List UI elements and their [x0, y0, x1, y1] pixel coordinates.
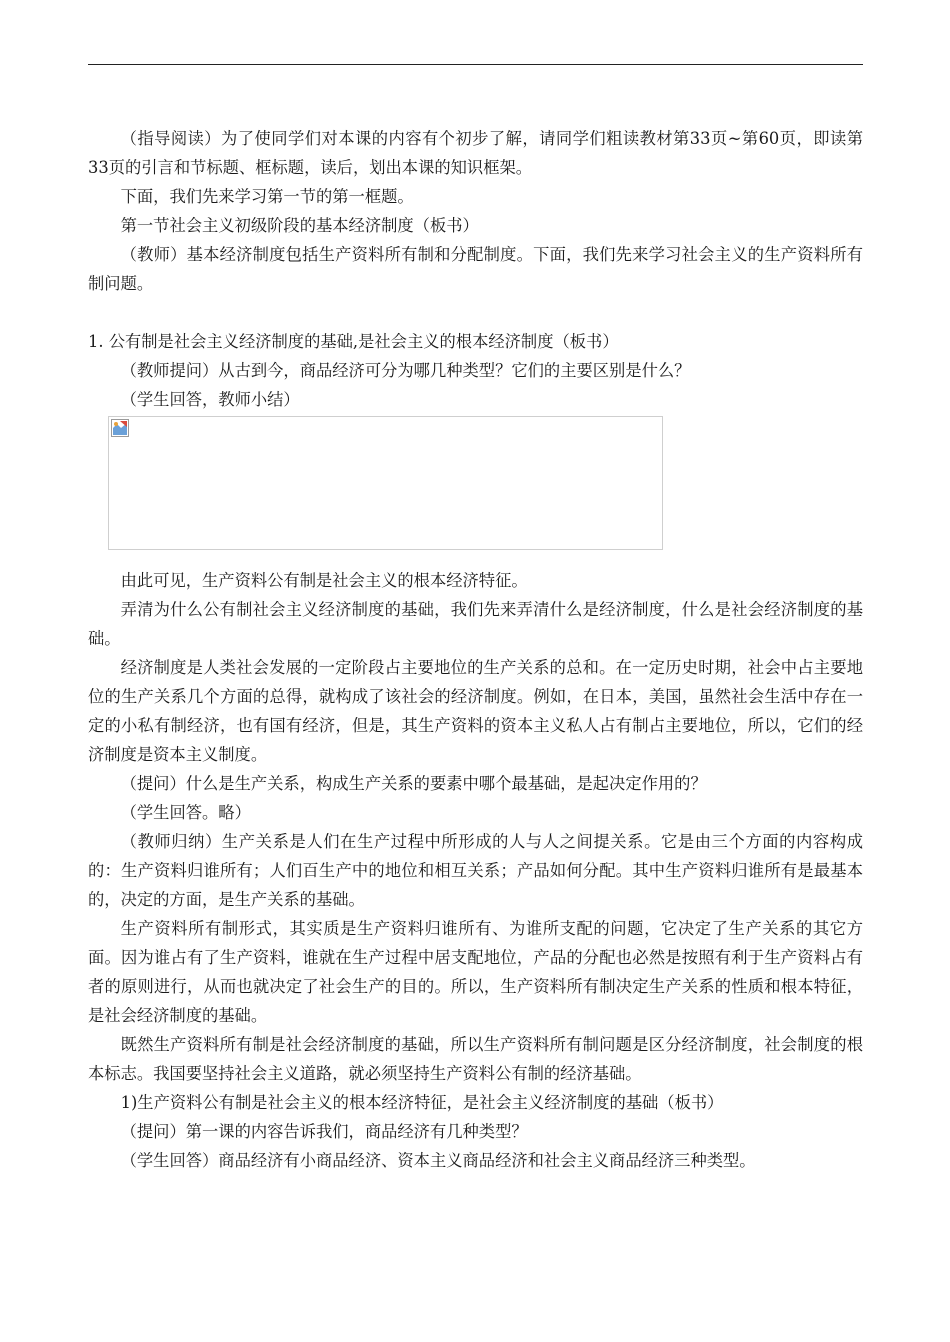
- paragraph: 由此可见，生产资料公有制是社会主义的根本经济特征。: [120, 571, 528, 590]
- paragraph: （提问）什么是生产关系，构成生产关系的要素中哪个最基础，是起决定作用的？: [120, 774, 707, 793]
- paragraph: （教师提问）从古到今，商品经济可分为哪几种类型？它们的主要区别是什么？: [120, 361, 691, 380]
- paragraph: （学生回答）商品经济有小商品经济、资本主义商品经济和社会主义商品经济三种类型。: [120, 1151, 756, 1170]
- spacer: [88, 298, 863, 327]
- broken-image-icon: [111, 419, 129, 437]
- numbered-heading: 1. 公有制是社会主义经济制度的基础,是社会主义的根本经济制度（板书）: [88, 332, 619, 351]
- paragraph: 下面，我们先来学习第一节的第一框题。: [120, 187, 414, 206]
- paragraph: （指导阅读）为了使同学们对本课的内容有个初步了解，请同学们粗读教材第33页~第60页，即读第33页的引言和节标题、框标题，读后，划出本课的知识框架。: [88, 129, 863, 177]
- paragraph: （教师归纳）生产关系是人们在生产过程中所形成的人与人之间提关系。它是由三个方面的内容构成的：生产资料归谁所有；人们百生产中的地位和相互关系；产品如何分配。其中生产资料归谁所有是最基本的，决定的方面，是生产关系的基础。: [88, 832, 863, 909]
- image-placeholder: [108, 416, 663, 550]
- paragraph: （学生回答。略）: [120, 803, 251, 822]
- paragraph: （提问）第一课的内容告诉我们，商品经济有几种类型？: [120, 1122, 528, 1141]
- paragraph: （教师）基本经济制度包括生产资料所有制和分配制度。下面，我们先来学习社会主义的生产资料所有制问题。: [88, 245, 863, 293]
- paragraph: （学生回答，教师小结）: [120, 390, 300, 409]
- sub-heading: 1)生产资料公有制是社会主义的根本经济特征，是社会主义经济制度的基础（板书）: [120, 1093, 724, 1112]
- document-body: [88, 124, 863, 1175]
- paragraph: 生产资料所有制形式，其实质是生产资料归谁所有、为谁所支配的问题，它决定了生产关系的其它方面。因为谁占有了生产资料，谁就在生产过程中居支配地位，产品的分配也必然是按照有利于生产资料占有者的原则进行，从而也就决定了社会生产的目的。所以，生产资料所有制决定生产关系的性质和根本特征，是社会经济制度的基础。: [88, 919, 863, 1025]
- paragraph: 既然生产资料所有制是社会经济制度的基础，所以生产资料所有制问题是区分经济制度，社会制度的根本标志。我国要坚持社会主义道路，就必须坚持生产资料公有制的经济基础。: [88, 1035, 863, 1083]
- section-heading: 第一节社会主义初级阶段的基本经济制度（板书）: [120, 216, 479, 235]
- paragraph: 经济制度是人类社会发展的一定阶段占主要地位的生产关系的总和。在一定历史时期，社会中占主要地位的生产关系几个方面的总得，就构成了该社会的经济制度。例如，在日本，美国，虽然社会生活中存在一定的小私有制经济，也有国有经济，但是，其生产资料的资本主义私人占有制占主要地位，所以，它们的经济制度是资本主义制度。: [88, 658, 863, 764]
- header-rule: [88, 64, 863, 65]
- paragraph: 弄清为什么公有制社会主义经济制度的基础，我们先来弄清什么是经济制度，什么是社会经济制度的基础。: [88, 600, 863, 648]
